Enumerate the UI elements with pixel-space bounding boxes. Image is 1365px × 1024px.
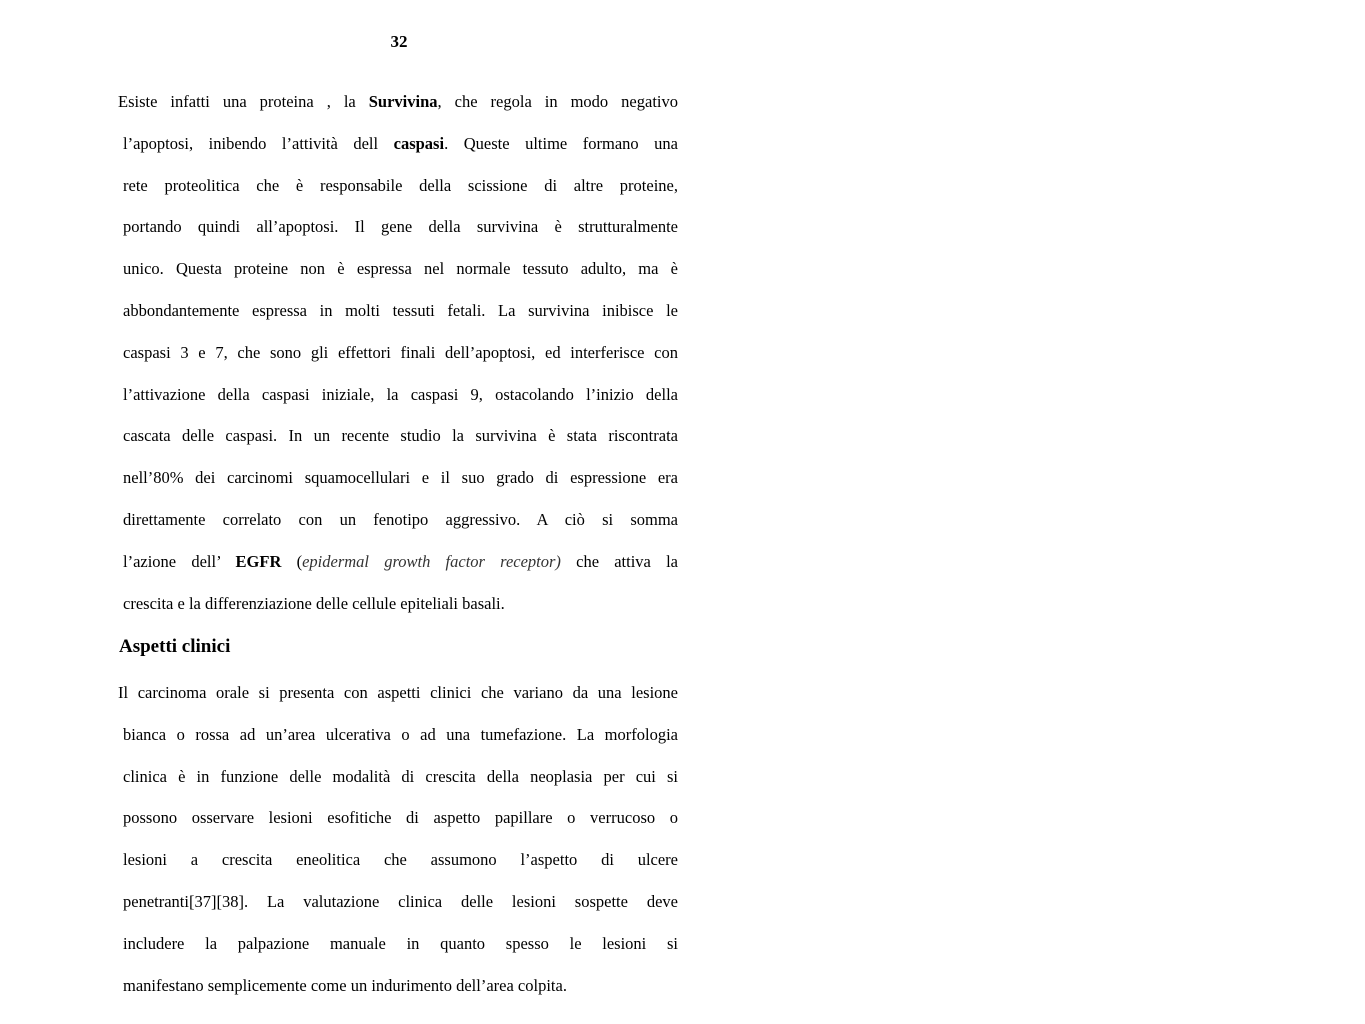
text-line: l’apoptosi, inibendo l’attività dell caspasi. Queste ultime formano una — [123, 133, 678, 153]
section-heading: Aspetti clinici — [119, 636, 231, 657]
term-egfr-expansion: epidermal growth factor receptor) — [302, 551, 561, 571]
page-number: 32 — [390, 32, 408, 51]
term-survivina: Survivina — [368, 92, 438, 111]
text-line: portando quindi all’apoptosi. Il gene della survivina è strutturalmente — [123, 217, 678, 237]
text-line: manifestano semplicemente come un indurimento dell’area colpita. — [123, 975, 567, 995]
text-line: possono osservare lesioni esofitiche di aspetto papillare o verrucoso o — [123, 808, 678, 828]
text-line: penetranti[37][38]. La valutazione clinica delle lesioni sospette deve — [123, 891, 678, 911]
text-line: cascata delle caspasi. In un recente studio la survivina è stata riscontrata — [123, 426, 678, 446]
text-line: abbondantemente espressa in molti tessuti fetali. La survivina inibisce le — [123, 300, 678, 320]
text-line: includere la palpazione manuale in quanto spesso le lesioni si — [123, 933, 678, 953]
paragraph-aspetti-clinici — [118, 682, 678, 1016]
text-line: direttamente correlato con un fenotipo aggressivo. A ciò si somma — [123, 509, 678, 529]
text-line: rete proteolitica che è responsabile della scissione di altre proteine, — [123, 175, 678, 195]
text-line: bianca o rossa ad un’area ulcerativa o ad una tumefazione. La morfologia — [123, 724, 678, 744]
text-line: crescita e la differenziazione delle cellule epiteliali basali. — [123, 593, 505, 613]
paragraph-survivina — [118, 91, 678, 634]
text-line: nell’80% dei carcinomi squamocellulari e il suo grado di espressione era — [123, 468, 678, 488]
text-line: clinica è in funzione delle modalità di crescita della neoplasia per cui si — [123, 766, 678, 786]
text-line: lesioni a crescita eneolitica che assumono l’aspetto di ulcere — [123, 850, 678, 870]
text-line: l’azione dell’ EGFR (epidermal growth factor receptor) che attiva la — [123, 551, 678, 571]
text-line: caspasi 3 e 7, che sono gli effettori finali dell’apoptosi, ed interferisce con — [123, 342, 678, 362]
term-egfr: EGFR — [235, 551, 282, 571]
text-line: l’attivazione della caspasi iniziale, la caspasi 9, ostacolando l’inizio della — [123, 384, 678, 404]
term-caspasi: caspasi — [393, 133, 445, 153]
text-line: Esiste infatti una proteina , la Survivina, che regola in modo negativo — [118, 92, 678, 111]
text-line: unico. Questa proteine non è espressa nel normale tessuto adulto, ma è — [123, 259, 678, 279]
text-line: Il carcinoma orale si presenta con aspetti clinici che variano da una lesione — [118, 683, 678, 702]
